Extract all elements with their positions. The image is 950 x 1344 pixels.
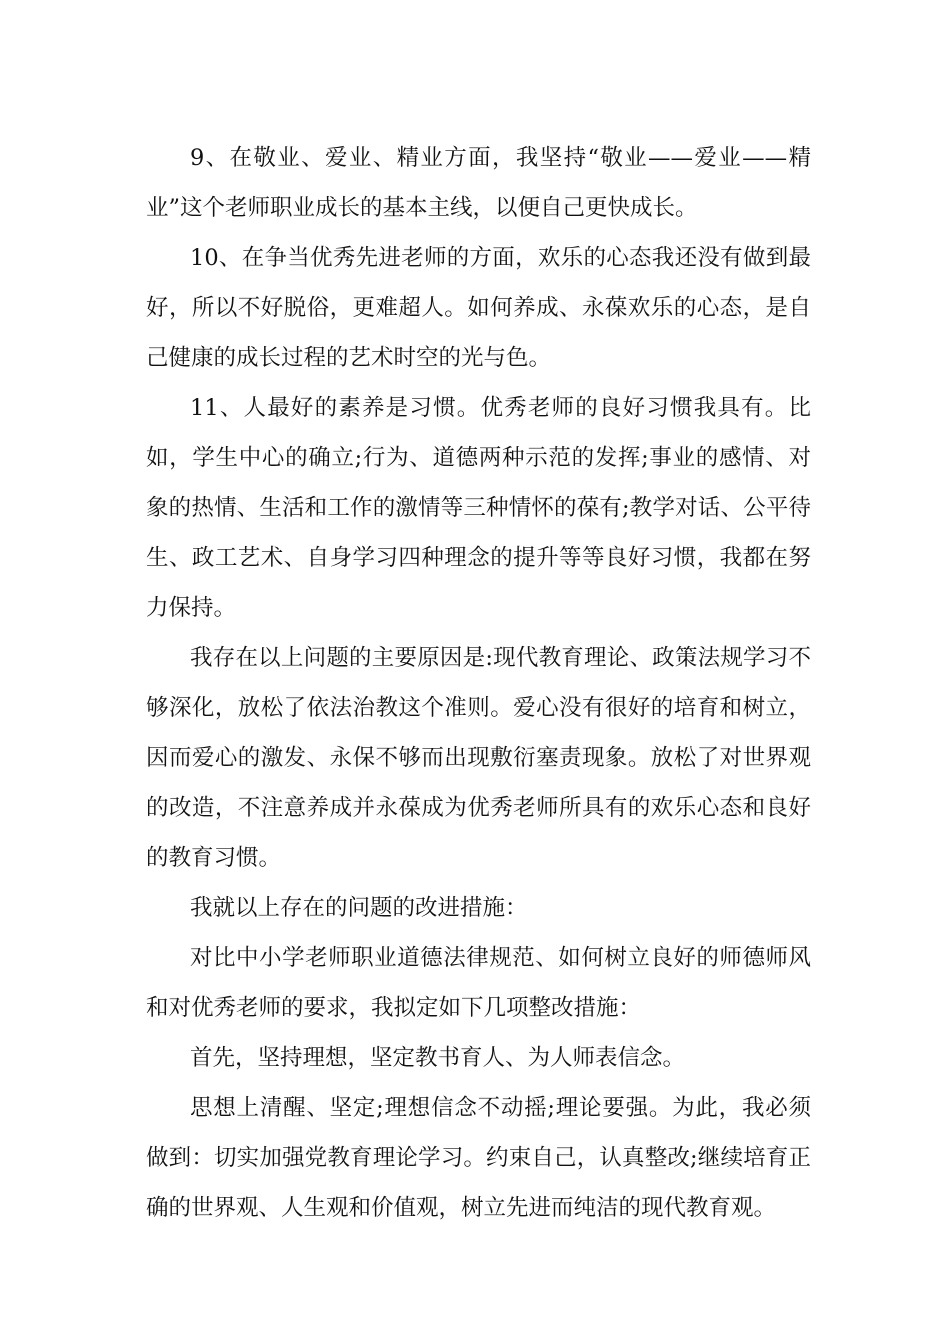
- paragraph-item-9: 9、在敬业、爱业、精业方面，我坚持“敬业——爱业——精业”这个老师职业成长的基本主线，以便自己更快成长。: [146, 145, 811, 221]
- paragraph-first-measure: 首先，坚持理想，坚定教书育人、为人师表信念。: [190, 1045, 686, 1071]
- paragraph-item-11: 11、人最好的素养是习惯。优秀老师的良好习惯我具有。比如，学生中心的确立;行为、道德两种示范的发挥;事业的感情、对象的热情、生活和工作的激情等三种情怀的葆有;教学对话、公平待生、政工艺术、自身学习四种理念的提升等等良好习惯，我都在努力保持。: [146, 395, 811, 621]
- paragraph-item-10: 10、在争当优秀先进老师的方面，欢乐的心态我还没有做到最好，所以不好脱俗，更难超人。如何养成、永葆欢乐的心态，是自己健康的成长过程的艺术时空的光与色。: [146, 245, 811, 371]
- paragraph-causes: 我存在以上问题的主要原因是:现代教育理论、政策法规学习不够深化，放松了依法治教这个准则。爱心没有很好的培育和树立，因而爱心的激发、永保不够而出现敷衍塞责现象。放松了对世界观的改造，不注意养成并永葆成为优秀老师所具有的欢乐心态和良好的教育习惯。: [146, 645, 811, 871]
- paragraph-comparison: 对比中小学老师职业道德法律规范、如何树立良好的师德师风和对优秀老师的要求，我拟定如下几项整改措施：: [146, 945, 811, 1021]
- paragraph-measures-intro: 我就以上存在的问题的改进措施：: [190, 895, 528, 921]
- body-text: [146, 133, 811, 1233]
- paragraph-thought: 思想上清醒、坚定;理想信念不动摇;理论要强。为此，我必须做到：切实加强党教育理论学习。约束自己，认真整改;继续培育正确的世界观、人生观和价值观，树立先进而纯洁的现代教育观。: [146, 1095, 811, 1221]
